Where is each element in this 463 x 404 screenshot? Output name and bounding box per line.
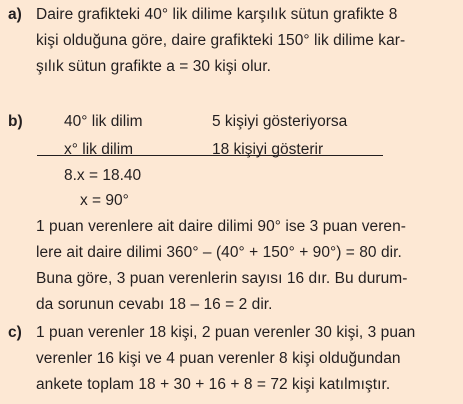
section-b-line-4: da sorunun cevabı 18 – 16 = 2 dir. — [36, 296, 273, 313]
proportion-row2-right: 18 kişiyi gösterir — [212, 141, 324, 158]
section-b-line-3: Buna göre, 3 puan verenlerin sayısı 16 dır. Bu durum- — [36, 270, 408, 287]
proportion-divider — [37, 155, 383, 156]
section-a-label: a) — [8, 6, 22, 23]
proportion-row2-left: x° lik dilim — [64, 141, 134, 158]
section-b-label: b) — [8, 113, 23, 130]
proportion-row1-right: 5 kişiyi gösteriyorsa — [212, 113, 348, 130]
section-b-line-1: 1 puan verenlere ait daire dilimi 90° ise 3 puan veren- — [36, 218, 406, 235]
section-a-line-2: kişi olduğuna göre, daire grafikteki 150° lik dilime kar- — [36, 32, 406, 49]
equation-2: x = 90° — [80, 192, 129, 209]
section-c-label: c) — [8, 324, 22, 341]
section-a-line-3: şılık sütun grafikte a = 30 kişi olur. — [36, 58, 271, 75]
section-c-line-3: ankete toplam 18 + 30 + 16 + 8 = 72 kişi katılmıştır. — [36, 376, 391, 393]
section-c-line-1: 1 puan verenler 18 kişi, 2 puan verenler 30 kişi, 3 puan — [36, 324, 416, 341]
equation-1: 8.x = 18.40 — [64, 167, 142, 184]
proportion-row1-left: 40° lik dilim — [64, 113, 143, 130]
section-b-line-2: lere ait daire dilimi 360° – (40° + 150° + 90°) = 80 dir. — [36, 244, 402, 261]
section-a-line-1: Daire grafikteki 40° lik dilime karşılık sütun grafikte 8 — [36, 6, 398, 23]
section-c-line-2: verenler 16 kişi ve 4 puan verenler 8 kişi olduğundan — [36, 350, 401, 367]
